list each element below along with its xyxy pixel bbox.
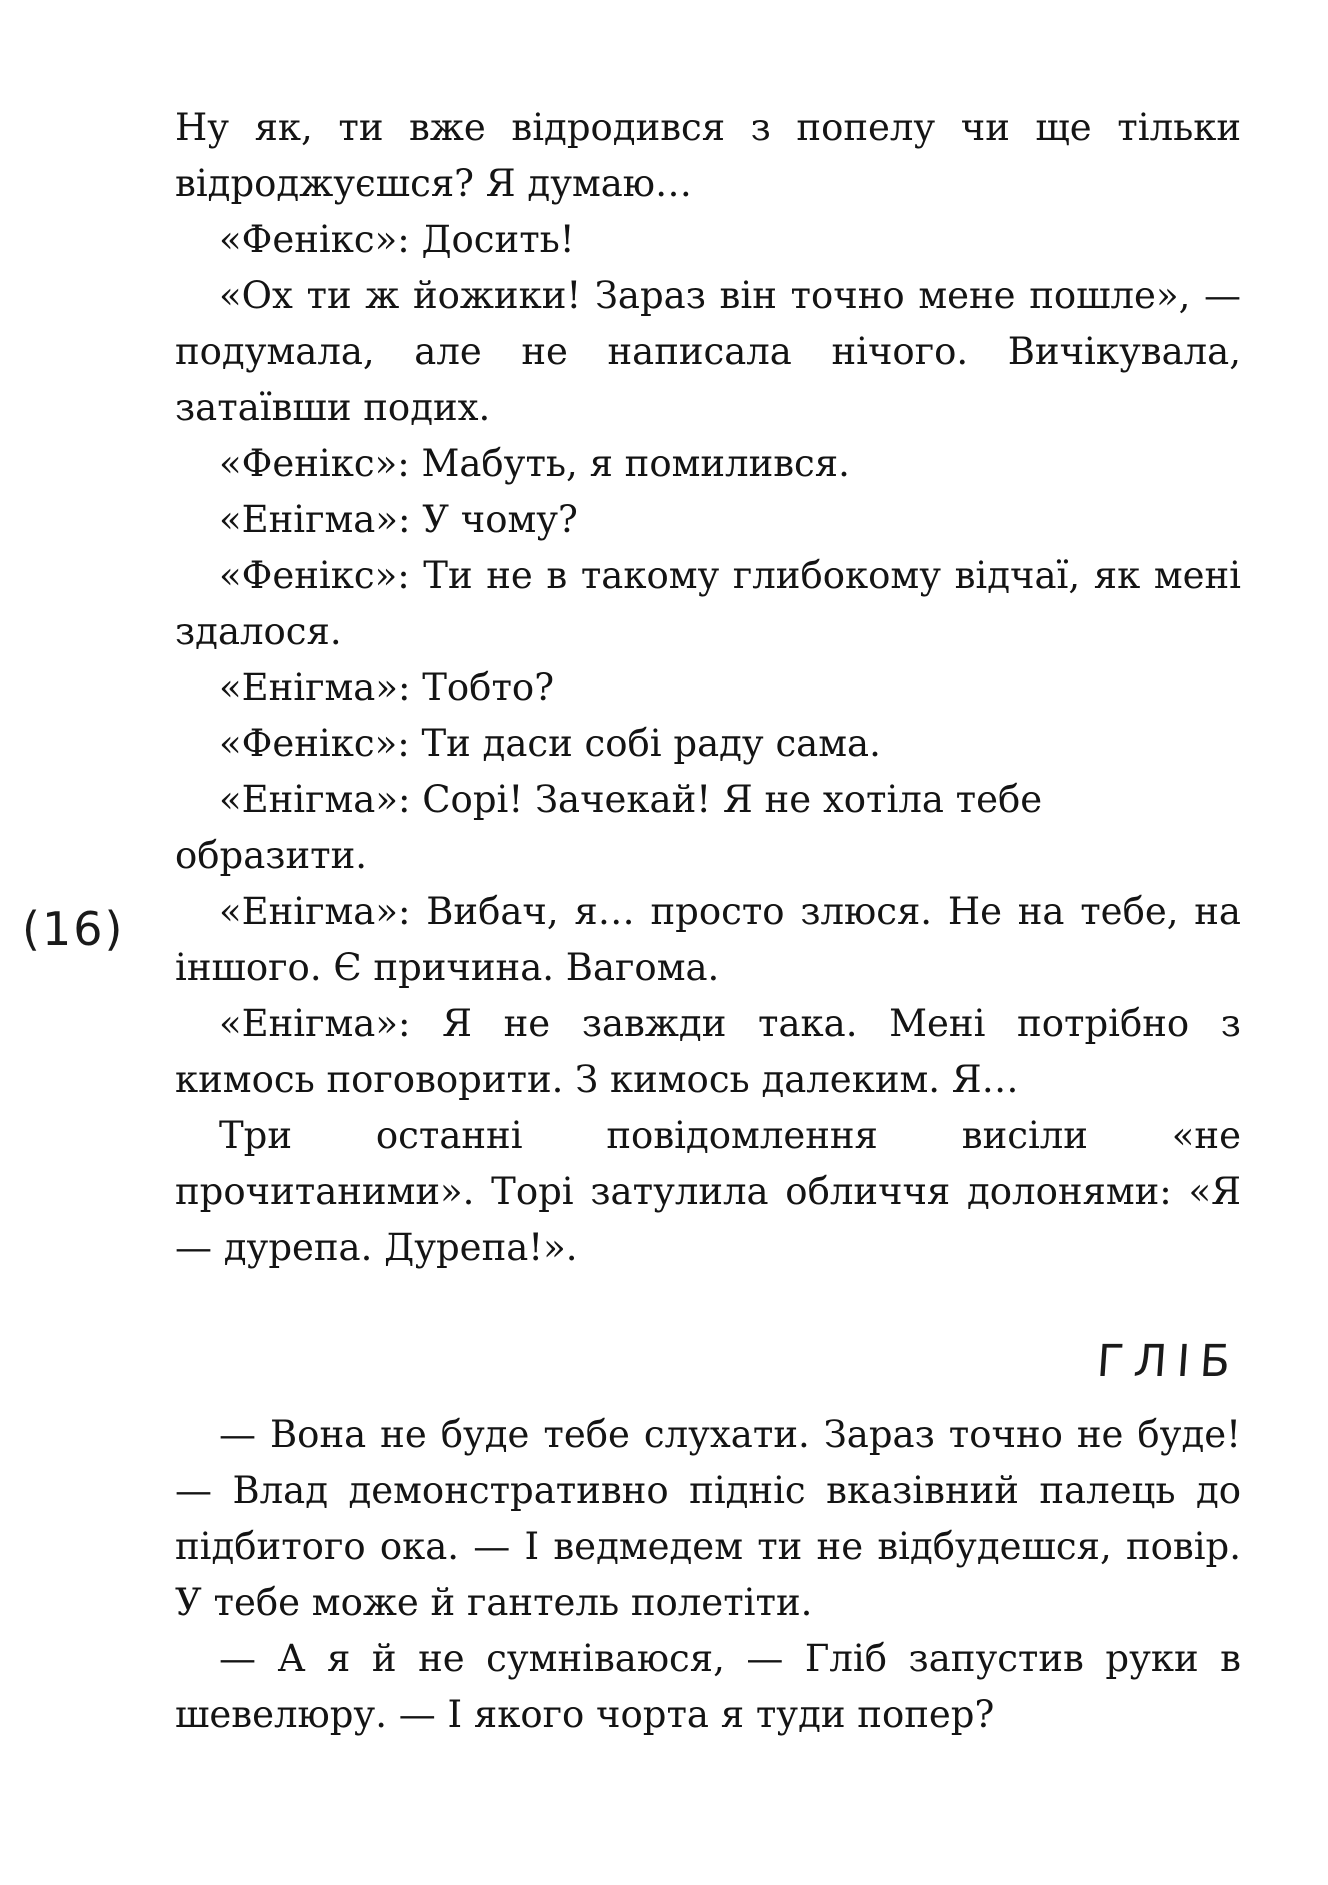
paragraph: Ну як, ти вже відродився з попелу чи ще тільки відроджуєшся? Я думаю… xyxy=(175,106,1241,205)
paragraph: «Ох ти ж йожики! Зараз він точно мене пошле», — подумала, але не написала нічого. Вичікувала, затаївши подих. xyxy=(175,274,1241,429)
paragraph: «Фенікс»: Ти даси собі раду сама. xyxy=(219,722,881,765)
paragraph: «Фенікс»: Ти не в такому глибокому відчаї, як мені здалося. xyxy=(175,554,1241,653)
chapter-text-block xyxy=(175,1407,1241,1743)
paragraph: — Вона не буде тебе слухати. Зараз точно не буде! — Влад демонстративно підніс вказівний палець до підбитого ока. — І ведмедем ти не відбудешся, повір. У тебе може й гантель полетіти. xyxy=(175,1413,1241,1624)
main-text-block xyxy=(175,100,1241,1276)
paragraph: «Енігма»: Я не завжди така. Мені потрібно з кимось поговорити. З кимось далеким. Я… xyxy=(175,1002,1241,1101)
paragraph: — А я й не сумніваюся, — Гліб запустив руки в шевелюру. — І якого чорта я туди попер? xyxy=(175,1637,1241,1736)
chapter-heading: ГЛІБ xyxy=(1095,1336,1242,1387)
paragraph: Три останні повідомлення висіли «не прочитаними». Торі затулила обличчя долонями: «Я — дурепа. Дурепа!». xyxy=(175,1114,1241,1269)
page-number: (16) xyxy=(22,902,125,956)
paragraph: «Енігма»: Тобто? xyxy=(219,666,555,709)
paragraph: «Енігма»: Сорі! Зачекай! Я не хотіла тебе образити. xyxy=(175,778,1043,877)
paragraph: «Енігма»: Вибач, я… просто злюся. Не на тебе, на іншого. Є причина. Вагома. xyxy=(175,890,1241,989)
paragraph: «Фенікс»: Мабуть, я помилився. xyxy=(219,442,850,485)
paragraph: «Енігма»: У чому? xyxy=(219,498,578,541)
paragraph: «Фенікс»: Досить! xyxy=(219,218,575,261)
